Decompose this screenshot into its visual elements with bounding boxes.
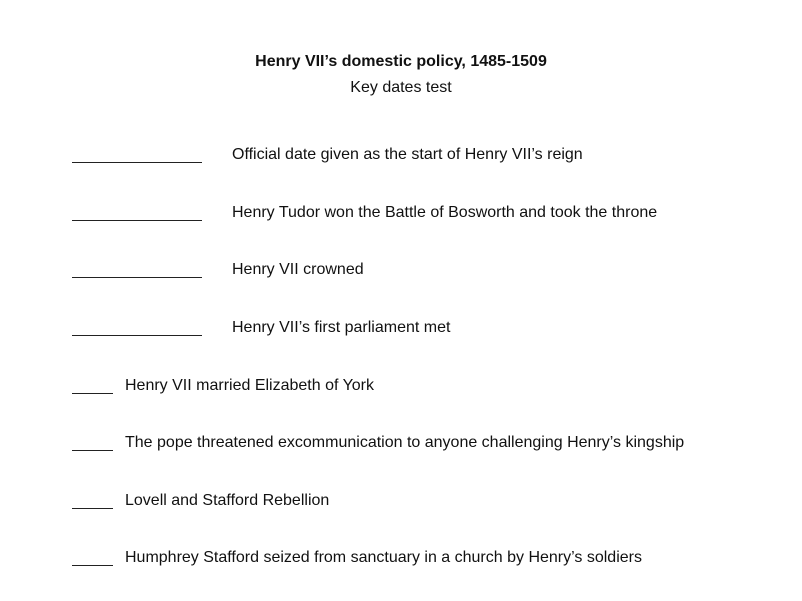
question-item: [72, 548, 792, 570]
question-text: Henry VII crowned: [232, 261, 364, 278]
answer-blank[interactable]: [72, 162, 202, 163]
answer-blank[interactable]: [72, 450, 113, 451]
question-text: The pope threatened excommunication to anyone challenging Henry’s kingship: [125, 434, 685, 451]
answer-blank[interactable]: [72, 508, 113, 509]
question-text: Henry VII married Elizabeth of York: [125, 377, 375, 394]
page-title: Henry VII’s domestic policy, 1485-1509: [255, 53, 547, 70]
question-item: [72, 433, 792, 455]
question-item: [72, 318, 792, 340]
question-item: [72, 203, 792, 225]
question-text: Humphrey Stafford seized from sanctuary in a church by Henry’s soldiers: [125, 549, 642, 566]
answer-blank[interactable]: [72, 277, 202, 278]
answer-blank[interactable]: [72, 220, 202, 221]
answer-blank[interactable]: [72, 393, 113, 394]
question-item: [72, 376, 792, 398]
question-text: Henry Tudor won the Battle of Bosworth and took the throne: [232, 204, 658, 221]
question-text: Henry VII’s first parliament met: [232, 319, 451, 336]
page-subtitle: Key dates test: [350, 79, 452, 96]
answer-blank[interactable]: [72, 335, 202, 336]
question-text: Official date given as the start of Henry VII’s reign: [232, 146, 583, 163]
question-item: [72, 491, 792, 513]
answer-blank[interactable]: [72, 565, 113, 566]
question-text: Lovell and Stafford Rebellion: [125, 492, 330, 509]
question-item: [72, 260, 792, 282]
question-item: [72, 145, 792, 167]
